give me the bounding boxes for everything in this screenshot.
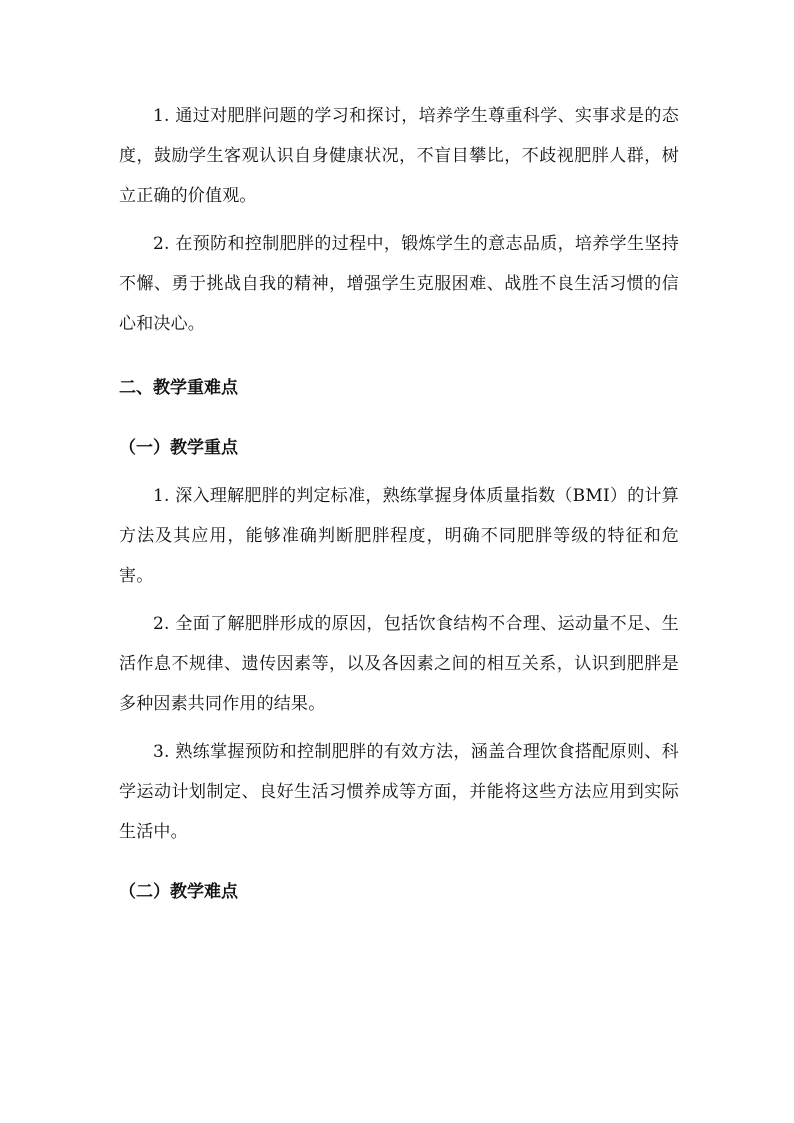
paragraph-attitude: 1. 通过对肥胖问题的学习和探讨，培养学生尊重科学、实事求是的态度，鼓励学生客观认识自身健康状况，不盲目攀比，不歧视肥胖人群，树立正确的价值观。 [119, 106, 679, 206]
subsection-heading-difficult-points: （二）教学难点 [119, 882, 238, 902]
key-point-bmi: 1. 深入理解肥胖的判定标准，熟练掌握身体质量指数（BMI）的计算方法及其应用，能够准确判断肥胖程度，明确不同肥胖等级的特征和危害。 [119, 486, 679, 586]
key-point-causes: 2. 全面了解肥胖形成的原因，包括饮食结构不合理、运动量不足、生活作息不规律、遗传因素等，以及各因素之间的相互关系，认识到肥胖是多种因素共同作用的结果。 [119, 614, 679, 714]
key-point-methods: 3. 熟练掌握预防和控制肥胖的有效方法，涵盖合理饮食搭配原则、科学运动计划制定、良好生活习惯养成等方面，并能将这些方法应用到实际生活中。 [119, 742, 679, 842]
paragraph-willpower: 2. 在预防和控制肥胖的过程中，锻炼学生的意志品质，培养学生坚持不懈、勇于挑战自我的精神，增强学生克服困难、战胜不良生活习惯的信心和决心。 [119, 234, 679, 334]
subsection-heading-key-points: （一）教学重点 [119, 438, 238, 458]
section-heading-key-difficult-points: 二、教学重难点 [119, 378, 238, 398]
document-page [119, 96, 679, 912]
